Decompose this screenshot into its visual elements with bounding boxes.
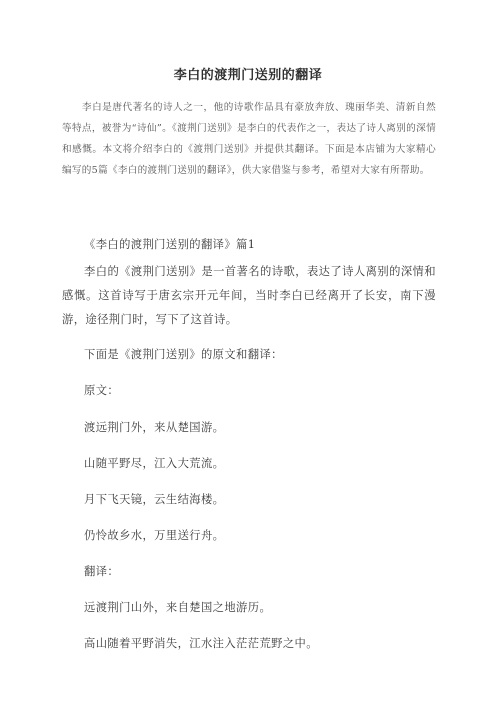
lead-in-text: 下面是《渡荆门送别》的原文和翻译： <box>84 348 283 361</box>
poem-line: 仍怜故乡水，万里送行舟。 <box>84 529 225 542</box>
translation-line: 远渡荆门山外，来自楚国之地游历。 <box>84 601 272 614</box>
section-heading: 《李白的渡荆门送别的翻译》篇1 <box>84 238 256 251</box>
poem-line: 渡远荆门外，来从楚国游。 <box>84 421 225 434</box>
background-paragraph: 李白的《渡荆门送别》是一首著名的诗歌，表达了诗人离别的深情和感慨。这首诗写于唐玄宗开元年间，当时李白已经离开了长安，南下漫游，途径荆门时，写下了这首诗。 <box>62 265 436 326</box>
intro-paragraph: 李白是唐代著名的诗人之一，他的诗歌作品具有豪放奔放、瑰丽华美、清新自然等特点，被誉为“诗仙”。《渡荆门送别》是李白的代表作之一，表达了诗人离别的深情和感慨。本文将介绍李白的《渡荆门送别》并提供其翻译。下面是本店铺为大家精心编写的5篇《李白的渡荆门送别的翻译》，供大家借鉴与参考，希望对大家有所帮助。 <box>62 102 436 176</box>
translation-line: 高山随着平野消失，江水注入茫茫荒野之中。 <box>84 637 318 650</box>
original-label: 原文： <box>84 384 120 397</box>
poem-line: 山随平野尽，江入大荒流。 <box>84 457 225 470</box>
translation-label: 翻译： <box>84 565 120 578</box>
document-title: 李白的渡荆门送别的翻译 <box>173 68 323 83</box>
poem-line: 月下飞天镜，云生结海楼。 <box>84 493 225 506</box>
